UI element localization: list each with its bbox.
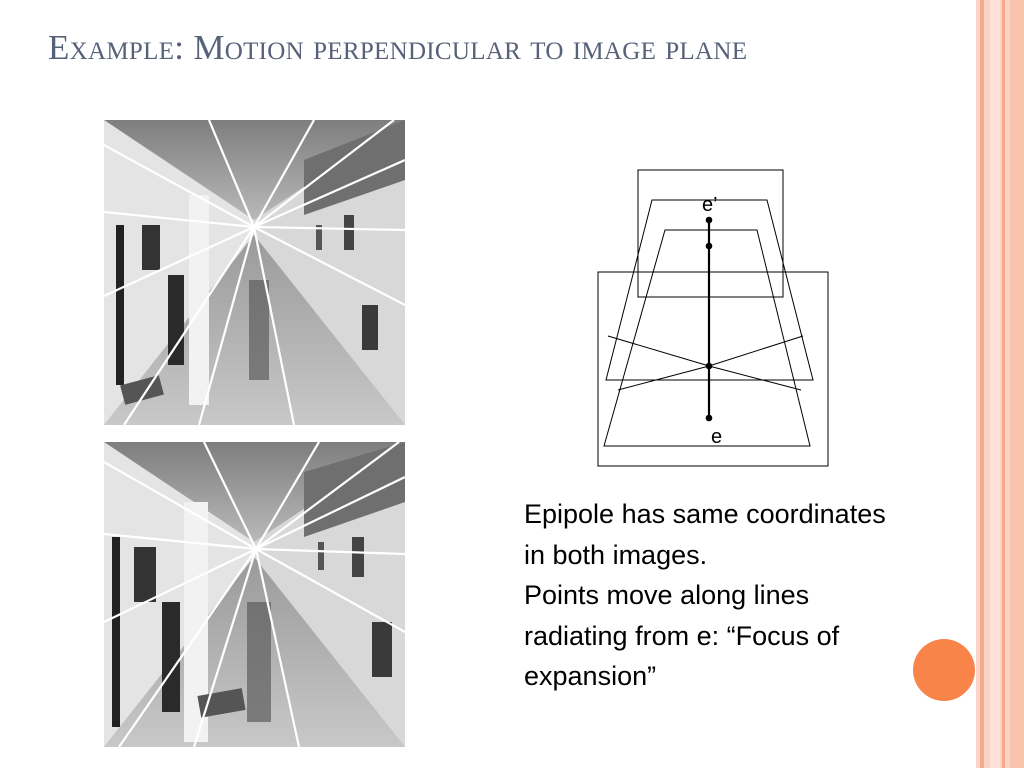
epipole-point <box>706 415 713 422</box>
decorative-orange-circle <box>913 639 975 701</box>
caption-line: Epipole has same coordinates <box>524 499 886 529</box>
caption-line: expansion” <box>524 661 657 691</box>
trapezoid-front <box>604 230 810 446</box>
image-frame-back <box>638 170 783 297</box>
epipole-prime-label: e’ <box>702 194 718 216</box>
corridor-image-first <box>104 120 405 425</box>
epipole-prime-point <box>706 217 713 224</box>
caption-line: in both images. <box>524 539 708 570</box>
epipole-label: e <box>711 426 723 448</box>
corridor-image-second <box>104 442 405 747</box>
focus-point <box>706 363 713 370</box>
midline-point <box>706 243 713 250</box>
slide-title: Example: Motion perpendicular to image plane <box>48 28 748 67</box>
caption-line: Points move along lines <box>524 580 810 610</box>
epipole-diagram <box>596 168 832 468</box>
caption-line: radiating from e: “Focus of <box>524 620 840 651</box>
